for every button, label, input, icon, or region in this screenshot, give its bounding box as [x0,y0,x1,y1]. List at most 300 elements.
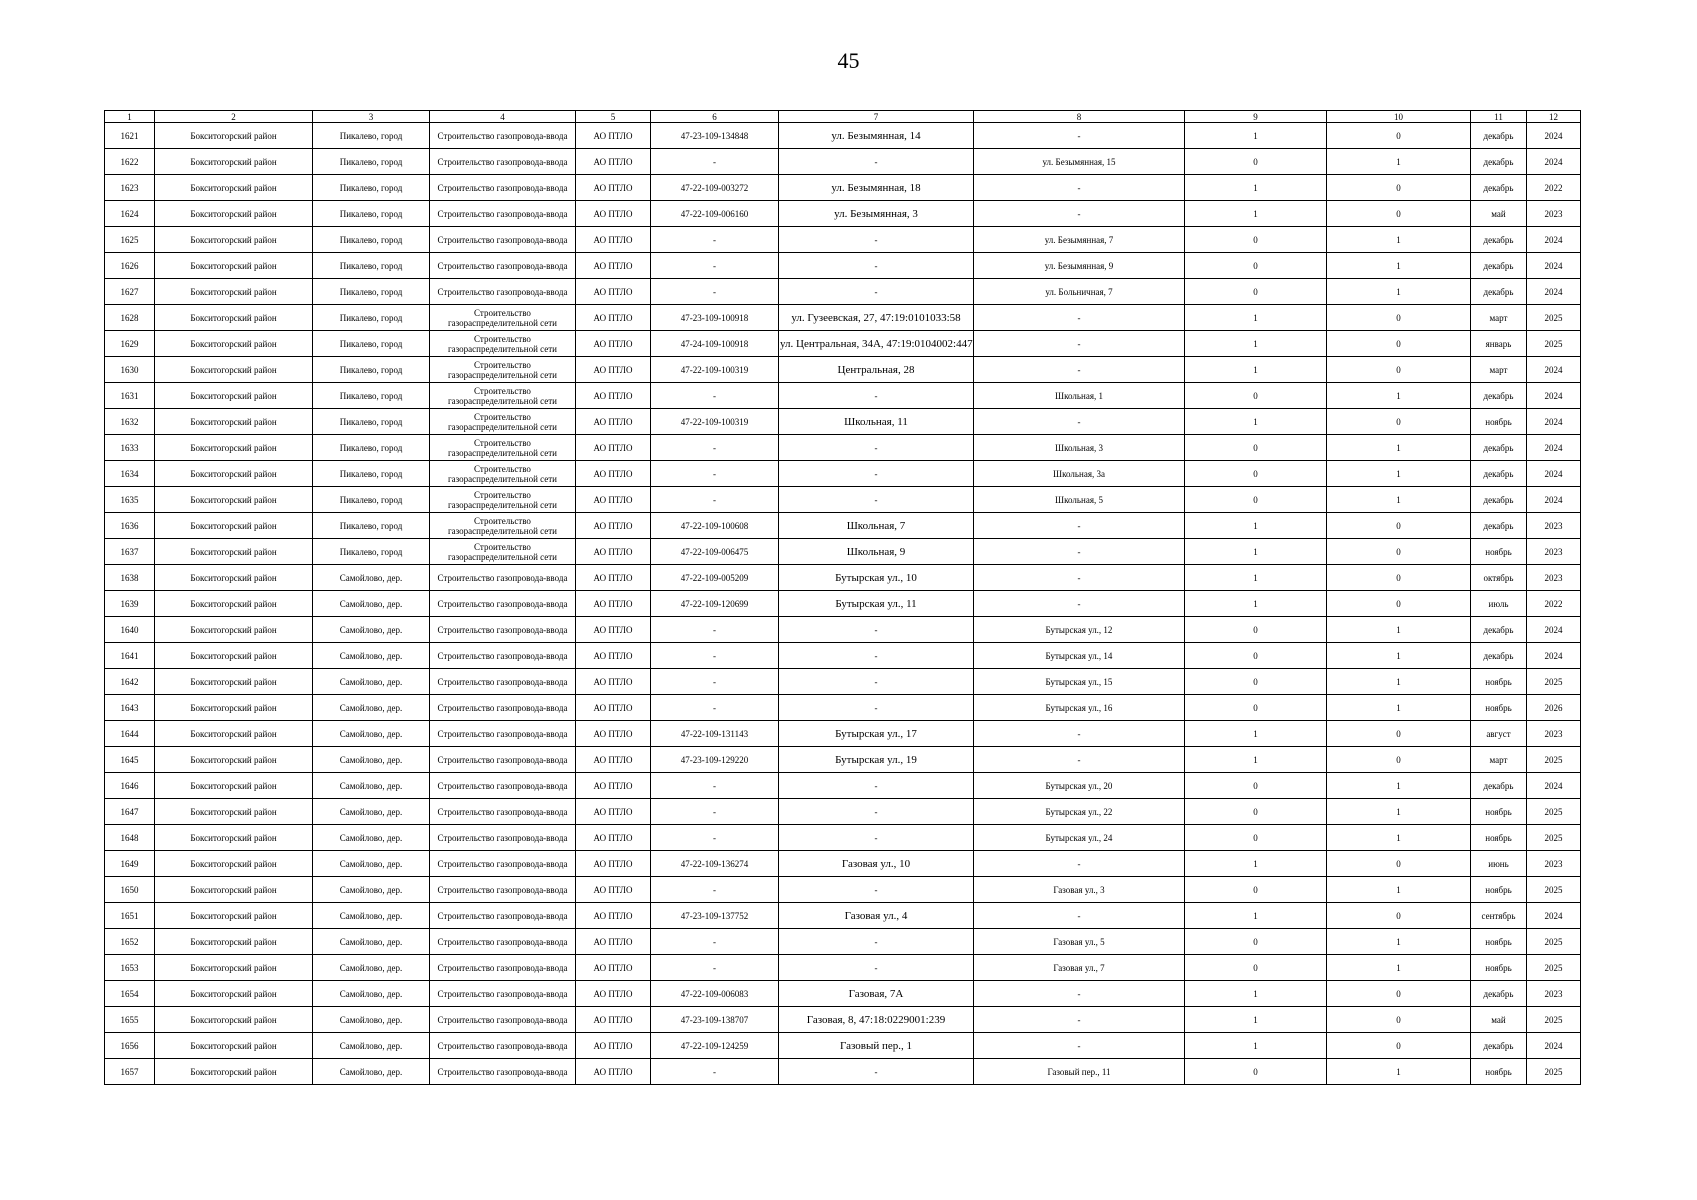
address-with-application-cell: - [779,253,974,279]
count-without-application-cell: 0 [1327,981,1471,1007]
table-row [105,981,1581,1007]
month-cell: ноябрь [1471,695,1527,721]
table-row [105,175,1581,201]
address-without-application-cell: Школьная, 5 [974,487,1185,513]
settlement-cell: Самойлово, дер. [313,851,430,877]
count-without-application-cell: 1 [1327,643,1471,669]
table-row [105,253,1581,279]
month-cell: декабрь [1471,227,1527,253]
table-row [105,695,1581,721]
count-without-application-cell: 0 [1327,851,1471,877]
application-number-cell: - [651,227,779,253]
work-type-cell: Строительство газораспределительной сети [430,539,576,565]
organization-cell: АО ПТЛО [576,747,651,773]
count-with-application-cell: 1 [1185,721,1327,747]
row-number-cell: 1647 [105,799,155,825]
application-number-cell: 47-23-109-134848 [651,123,779,149]
column-header: 4 [430,111,576,123]
count-without-application-cell: 1 [1327,461,1471,487]
month-cell: декабрь [1471,149,1527,175]
year-cell: 2023 [1527,851,1581,877]
work-type-cell: Строительство газораспределительной сети [430,435,576,461]
district-cell: Бокситогорский район [155,461,313,487]
application-number-cell: - [651,383,779,409]
address-without-application-cell: - [974,175,1185,201]
count-with-application-cell: 1 [1185,1033,1327,1059]
application-number-cell: 47-22-109-006160 [651,201,779,227]
address-without-application-cell: - [974,409,1185,435]
address-with-application-cell: ул. Гузеевская, 27, 47:19:0101033:58 [779,305,974,331]
application-number-cell: - [651,279,779,305]
organization-cell: АО ПТЛО [576,383,651,409]
count-without-application-cell: 1 [1327,669,1471,695]
count-without-application-cell: 1 [1327,227,1471,253]
row-number-cell: 1634 [105,461,155,487]
row-number-cell: 1621 [105,123,155,149]
application-number-cell: - [651,435,779,461]
count-with-application-cell: 1 [1185,981,1327,1007]
settlement-cell: Самойлово, дер. [313,1007,430,1033]
application-number-cell: - [651,461,779,487]
application-number-cell: 47-22-109-006475 [651,539,779,565]
work-type-cell: Строительство газопровода-ввода [430,877,576,903]
work-type-cell: Строительство газопровода-ввода [430,695,576,721]
district-cell: Бокситогорский район [155,409,313,435]
organization-cell: АО ПТЛО [576,773,651,799]
table-row [105,305,1581,331]
row-number-cell: 1623 [105,175,155,201]
month-cell: декабрь [1471,279,1527,305]
work-type-cell: Строительство газопровода-ввода [430,253,576,279]
settlement-cell: Самойлово, дер. [313,1033,430,1059]
count-with-application-cell: 0 [1185,435,1327,461]
table-row [105,1059,1581,1085]
district-cell: Бокситогорский район [155,721,313,747]
row-number-cell: 1632 [105,409,155,435]
month-cell: сентябрь [1471,903,1527,929]
row-number-cell: 1653 [105,955,155,981]
address-with-application-cell: - [779,695,974,721]
address-with-application-cell: Школьная, 11 [779,409,974,435]
address-without-application-cell: Бутырская ул., 12 [974,617,1185,643]
application-number-cell: - [651,695,779,721]
organization-cell: АО ПТЛО [576,201,651,227]
month-cell: декабрь [1471,643,1527,669]
district-cell: Бокситогорский район [155,175,313,201]
address-with-application-cell: Газовая ул., 10 [779,851,974,877]
count-with-application-cell: 0 [1185,799,1327,825]
table-row [105,825,1581,851]
year-cell: 2024 [1527,1033,1581,1059]
count-without-application-cell: 1 [1327,955,1471,981]
application-number-cell: 47-22-109-006083 [651,981,779,1007]
settlement-cell: Пикалево, город [313,149,430,175]
count-without-application-cell: 0 [1327,409,1471,435]
organization-cell: АО ПТЛО [576,123,651,149]
count-without-application-cell: 1 [1327,799,1471,825]
address-without-application-cell: - [974,721,1185,747]
organization-cell: АО ПТЛО [576,513,651,539]
year-cell: 2024 [1527,617,1581,643]
application-number-cell: - [651,669,779,695]
organization-cell: АО ПТЛО [576,565,651,591]
district-cell: Бокситогорский район [155,955,313,981]
table-row [105,383,1581,409]
settlement-cell: Самойлово, дер. [313,1059,430,1085]
work-type-cell: Строительство газораспределительной сети [430,331,576,357]
month-cell: декабрь [1471,487,1527,513]
row-number-cell: 1622 [105,149,155,175]
column-number-row [105,111,1581,123]
address-with-application-cell: Бутырская ул., 10 [779,565,974,591]
address-without-application-cell: Бутырская ул., 14 [974,643,1185,669]
organization-cell: АО ПТЛО [576,825,651,851]
address-with-application-cell: - [779,825,974,851]
address-with-application-cell: Газовый пер., 1 [779,1033,974,1059]
work-type-cell: Строительство газопровода-ввода [430,773,576,799]
work-type-cell: Строительство газопровода-ввода [430,799,576,825]
settlement-cell: Самойлово, дер. [313,981,430,1007]
count-with-application-cell: 0 [1185,461,1327,487]
count-without-application-cell: 1 [1327,383,1471,409]
district-cell: Бокситогорский район [155,799,313,825]
settlement-cell: Пикалево, город [313,305,430,331]
organization-cell: АО ПТЛО [576,175,651,201]
month-cell: декабрь [1471,513,1527,539]
settlement-cell: Пикалево, город [313,227,430,253]
address-with-application-cell: - [779,487,974,513]
count-with-application-cell: 1 [1185,305,1327,331]
organization-cell: АО ПТЛО [576,487,651,513]
district-cell: Бокситогорский район [155,825,313,851]
address-with-application-cell: - [779,1059,974,1085]
row-number-cell: 1646 [105,773,155,799]
organization-cell: АО ПТЛО [576,149,651,175]
address-with-application-cell: Газовая ул., 4 [779,903,974,929]
organization-cell: АО ПТЛО [576,409,651,435]
month-cell: декабрь [1471,617,1527,643]
month-cell: январь [1471,331,1527,357]
application-number-cell: 47-23-109-100918 [651,305,779,331]
district-cell: Бокситогорский район [155,981,313,1007]
year-cell: 2026 [1527,695,1581,721]
count-without-application-cell: 0 [1327,201,1471,227]
address-without-application-cell: Бутырская ул., 22 [974,799,1185,825]
work-type-cell: Строительство газопровода-ввода [430,565,576,591]
month-cell: декабрь [1471,123,1527,149]
row-number-cell: 1624 [105,201,155,227]
row-number-cell: 1654 [105,981,155,1007]
application-number-cell: - [651,487,779,513]
address-with-application-cell: Бутырская ул., 11 [779,591,974,617]
month-cell: март [1471,747,1527,773]
table-row [105,435,1581,461]
district-cell: Бокситогорский район [155,331,313,357]
address-with-application-cell: - [779,227,974,253]
row-number-cell: 1626 [105,253,155,279]
count-with-application-cell: 0 [1185,929,1327,955]
table-row [105,539,1581,565]
address-without-application-cell: Газовая ул., 7 [974,955,1185,981]
district-cell: Бокситогорский район [155,591,313,617]
organization-cell: АО ПТЛО [576,981,651,1007]
month-cell: июль [1471,591,1527,617]
row-number-cell: 1645 [105,747,155,773]
month-cell: декабрь [1471,175,1527,201]
row-number-cell: 1631 [105,383,155,409]
address-without-application-cell: ул. Безымянная, 7 [974,227,1185,253]
settlement-cell: Пикалево, город [313,409,430,435]
month-cell: ноябрь [1471,1059,1527,1085]
year-cell: 2024 [1527,253,1581,279]
year-cell: 2024 [1527,123,1581,149]
table-row [105,227,1581,253]
year-cell: 2024 [1527,383,1581,409]
organization-cell: АО ПТЛО [576,331,651,357]
address-without-application-cell: Газовый пер., 11 [974,1059,1185,1085]
count-with-application-cell: 1 [1185,513,1327,539]
application-number-cell: - [651,1059,779,1085]
month-cell: декабрь [1471,253,1527,279]
organization-cell: АО ПТЛО [576,955,651,981]
application-number-cell: 47-22-109-120699 [651,591,779,617]
settlement-cell: Пикалево, город [313,123,430,149]
district-cell: Бокситогорский район [155,279,313,305]
row-number-cell: 1628 [105,305,155,331]
month-cell: декабрь [1471,383,1527,409]
count-without-application-cell: 0 [1327,123,1471,149]
address-with-application-cell: - [779,617,974,643]
organization-cell: АО ПТЛО [576,695,651,721]
work-type-cell: Строительство газопровода-ввода [430,591,576,617]
settlement-cell: Пикалево, город [313,253,430,279]
count-without-application-cell: 0 [1327,903,1471,929]
address-with-application-cell: - [779,929,974,955]
year-cell: 2023 [1527,513,1581,539]
row-number-cell: 1648 [105,825,155,851]
column-header: 2 [155,111,313,123]
organization-cell: АО ПТЛО [576,721,651,747]
row-number-cell: 1642 [105,669,155,695]
organization-cell: АО ПТЛО [576,305,651,331]
month-cell: декабрь [1471,773,1527,799]
district-cell: Бокситогорский район [155,305,313,331]
count-without-application-cell: 1 [1327,929,1471,955]
address-with-application-cell: Школьная, 7 [779,513,974,539]
table-row [105,1033,1581,1059]
address-without-application-cell: - [974,1033,1185,1059]
work-type-cell: Строительство газопровода-ввода [430,1033,576,1059]
row-number-cell: 1625 [105,227,155,253]
table-row [105,617,1581,643]
application-number-cell: 47-24-109-100918 [651,331,779,357]
address-without-application-cell: - [974,851,1185,877]
work-type-cell: Строительство газораспределительной сети [430,513,576,539]
year-cell: 2022 [1527,591,1581,617]
count-without-application-cell: 0 [1327,565,1471,591]
address-without-application-cell: ул. Больничная, 7 [974,279,1185,305]
year-cell: 2023 [1527,201,1581,227]
year-cell: 2024 [1527,643,1581,669]
month-cell: август [1471,721,1527,747]
settlement-cell: Пикалево, город [313,175,430,201]
district-cell: Бокситогорский район [155,617,313,643]
application-number-cell: - [651,617,779,643]
address-with-application-cell: - [779,877,974,903]
month-cell: ноябрь [1471,929,1527,955]
address-without-application-cell: - [974,1007,1185,1033]
count-without-application-cell: 0 [1327,591,1471,617]
count-with-application-cell: 1 [1185,357,1327,383]
table-row [105,487,1581,513]
row-number-cell: 1637 [105,539,155,565]
work-type-cell: Строительство газопровода-ввода [430,955,576,981]
count-with-application-cell: 1 [1185,123,1327,149]
address-with-application-cell: - [779,461,974,487]
organization-cell: АО ПТЛО [576,669,651,695]
settlement-cell: Самойлово, дер. [313,721,430,747]
address-with-application-cell: Бутырская ул., 19 [779,747,974,773]
count-without-application-cell: 1 [1327,773,1471,799]
address-without-application-cell: - [974,305,1185,331]
organization-cell: АО ПТЛО [576,435,651,461]
column-header: 9 [1185,111,1327,123]
address-with-application-cell: - [779,669,974,695]
row-number-cell: 1629 [105,331,155,357]
application-number-cell: 47-22-109-100319 [651,357,779,383]
column-header: 1 [105,111,155,123]
table-row [105,773,1581,799]
address-without-application-cell: - [974,903,1185,929]
organization-cell: АО ПТЛО [576,799,651,825]
count-with-application-cell: 1 [1185,903,1327,929]
row-number-cell: 1643 [105,695,155,721]
month-cell: ноябрь [1471,955,1527,981]
application-number-cell: 47-22-109-124259 [651,1033,779,1059]
month-cell: декабрь [1471,435,1527,461]
year-cell: 2023 [1527,539,1581,565]
year-cell: 2024 [1527,903,1581,929]
district-cell: Бокситогорский район [155,539,313,565]
year-cell: 2025 [1527,1059,1581,1085]
work-type-cell: Строительство газопровода-ввода [430,201,576,227]
settlement-cell: Самойлово, дер. [313,773,430,799]
district-cell: Бокситогорский район [155,487,313,513]
address-without-application-cell: - [974,201,1185,227]
application-number-cell: 47-22-109-005209 [651,565,779,591]
row-number-cell: 1627 [105,279,155,305]
count-with-application-cell: 0 [1185,383,1327,409]
column-header: 3 [313,111,430,123]
work-type-cell: Строительство газопровода-ввода [430,669,576,695]
count-with-application-cell: 0 [1185,487,1327,513]
table-row [105,201,1581,227]
month-cell: октябрь [1471,565,1527,591]
year-cell: 2025 [1527,799,1581,825]
row-number-cell: 1639 [105,591,155,617]
settlement-cell: Самойлово, дер. [313,799,430,825]
work-type-cell: Строительство газораспределительной сети [430,461,576,487]
table-row [105,357,1581,383]
district-cell: Бокситогорский район [155,903,313,929]
table-row [105,851,1581,877]
settlement-cell: Самойлово, дер. [313,877,430,903]
row-number-cell: 1636 [105,513,155,539]
year-cell: 2024 [1527,461,1581,487]
month-cell: май [1471,201,1527,227]
table-row [105,149,1581,175]
column-header: 6 [651,111,779,123]
address-without-application-cell: - [974,747,1185,773]
count-with-application-cell: 0 [1185,253,1327,279]
work-type-cell: Строительство газопровода-ввода [430,721,576,747]
settlement-cell: Пикалево, город [313,435,430,461]
settlement-cell: Самойлово, дер. [313,955,430,981]
count-with-application-cell: 0 [1185,149,1327,175]
table-row [105,331,1581,357]
address-with-application-cell: Газовая, 8, 47:18:0229001:239 [779,1007,974,1033]
organization-cell: АО ПТЛО [576,539,651,565]
address-with-application-cell: Газовая, 7А [779,981,974,1007]
settlement-cell: Пикалево, город [313,461,430,487]
count-without-application-cell: 1 [1327,253,1471,279]
application-number-cell: 47-23-109-138707 [651,1007,779,1033]
row-number-cell: 1635 [105,487,155,513]
row-number-cell: 1657 [105,1059,155,1085]
work-type-cell: Строительство газопровода-ввода [430,981,576,1007]
row-number-cell: 1641 [105,643,155,669]
count-with-application-cell: 1 [1185,331,1327,357]
address-without-application-cell: Бутырская ул., 20 [974,773,1185,799]
organization-cell: АО ПТЛО [576,461,651,487]
year-cell: 2024 [1527,409,1581,435]
work-type-cell: Строительство газораспределительной сети [430,357,576,383]
count-with-application-cell: 0 [1185,669,1327,695]
address-without-application-cell: - [974,123,1185,149]
address-without-application-cell: - [974,357,1185,383]
month-cell: май [1471,1007,1527,1033]
count-without-application-cell: 1 [1327,825,1471,851]
count-with-application-cell: 1 [1185,565,1327,591]
work-type-cell: Строительство газопровода-ввода [430,747,576,773]
count-without-application-cell: 1 [1327,149,1471,175]
organization-cell: АО ПТЛО [576,1007,651,1033]
settlement-cell: Самойлово, дер. [313,565,430,591]
district-cell: Бокситогорский район [155,435,313,461]
application-number-cell: - [651,877,779,903]
work-type-cell: Строительство газопровода-ввода [430,279,576,305]
row-number-cell: 1649 [105,851,155,877]
address-with-application-cell: - [779,383,974,409]
work-type-cell: Строительство газопровода-ввода [430,643,576,669]
district-cell: Бокситогорский район [155,851,313,877]
count-with-application-cell: 1 [1185,851,1327,877]
count-without-application-cell: 0 [1327,721,1471,747]
row-number-cell: 1655 [105,1007,155,1033]
column-header: 8 [974,111,1185,123]
column-header: 7 [779,111,974,123]
count-with-application-cell: 0 [1185,955,1327,981]
application-number-cell: - [651,149,779,175]
address-without-application-cell: ул. Безымянная, 15 [974,149,1185,175]
month-cell: ноябрь [1471,409,1527,435]
column-header: 5 [576,111,651,123]
count-with-application-cell: 0 [1185,877,1327,903]
table-row [105,721,1581,747]
address-without-application-cell: Школьная, 3 [974,435,1185,461]
row-number-cell: 1640 [105,617,155,643]
address-with-application-cell: - [779,149,974,175]
